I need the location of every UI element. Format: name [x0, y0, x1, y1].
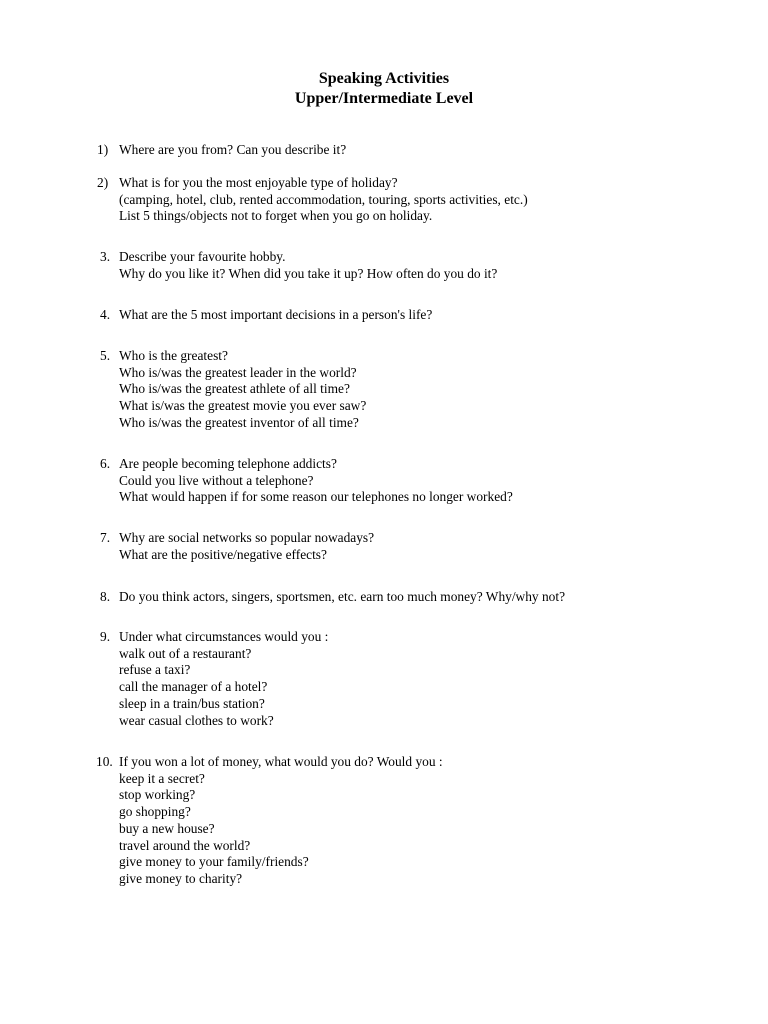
question-lines: [119, 142, 346, 159]
question-text: If you won a lot of money, what would you do? Would you :: [119, 754, 443, 769]
page-title: Speaking Activities: [318, 70, 450, 87]
question-subline: travel around the world?: [119, 837, 251, 853]
question-subline: Why do you like it? When did you take it up? How often do you do it?: [119, 265, 498, 281]
question-lines: [119, 456, 513, 506]
question-subline: keep it a secret?: [119, 770, 205, 786]
question-number: 7.: [100, 530, 111, 545]
question-text: Are people becoming telephone addicts?: [119, 456, 337, 471]
question-subline: stop working?: [119, 787, 196, 803]
question-number: 9.: [100, 629, 111, 644]
question-lines: [119, 307, 432, 324]
question-text: What is for you the most enjoyable type of holiday?: [119, 175, 398, 190]
question-subline: wear casual clothes to work?: [119, 712, 274, 728]
question-number: 10.: [96, 754, 113, 769]
question-text: Where are you from? Can you describe it?: [119, 142, 347, 157]
question-lines: [119, 175, 528, 225]
question-number: 1): [97, 142, 109, 157]
question-number: 8.: [100, 589, 111, 604]
question-text: Why are social networks so popular nowadays?: [119, 530, 375, 545]
question-subline: What are the positive/negative effects?: [119, 546, 327, 562]
question-lines: [119, 530, 374, 563]
question-number: 2): [97, 175, 109, 190]
question-subline: walk out of a restaurant?: [119, 645, 252, 661]
question-text: Who is the greatest?: [119, 348, 228, 363]
question-lines: [119, 348, 366, 432]
question-lines: [119, 589, 565, 606]
question-subline: give money to your family/friends?: [119, 854, 309, 870]
question-text: What are the 5 most important decisions in a person's life?: [119, 307, 433, 322]
question-subline: List 5 things/objects not to forget when you go on holiday.: [119, 208, 433, 224]
question-subline: (camping, hotel, club, rented accommodation, touring, sports activities, etc.): [119, 191, 528, 207]
question-subline: What would happen if for some reason our telephones no longer worked?: [119, 489, 513, 505]
question-text: Do you think actors, singers, sportsmen, etc. earn too much money? Why/why not?: [119, 589, 566, 604]
question-number: 3.: [100, 249, 111, 264]
question-subline: buy a new house?: [119, 820, 215, 836]
question-subline: call the manager of a hotel?: [119, 679, 268, 695]
question-subline: go shopping?: [119, 804, 191, 820]
question-subline: Who is/was the greatest leader in the world?: [119, 364, 357, 380]
question-subline: What is/was the greatest movie you ever saw?: [119, 398, 367, 414]
question-subline: Who is/was the greatest inventor of all time?: [119, 414, 359, 430]
question-number: 4.: [100, 307, 111, 322]
question-lines: [119, 629, 328, 729]
question-text: Describe your favourite hobby.: [119, 249, 286, 264]
question-lines: [119, 754, 443, 888]
question-number: 6.: [100, 456, 111, 471]
question-subline: refuse a taxi?: [119, 662, 191, 678]
question-subline: Could you live without a telephone?: [119, 472, 314, 488]
question-subline: Who is/was the greatest athlete of all time?: [119, 381, 350, 397]
question-lines: [119, 249, 497, 282]
question-subline: sleep in a train/bus station?: [119, 695, 265, 711]
question-subline: give money to charity?: [119, 870, 243, 886]
page-subtitle: Upper/Intermediate Level: [294, 90, 474, 107]
question-number: 5.: [100, 348, 111, 363]
question-text: Under what circumstances would you :: [119, 629, 329, 644]
